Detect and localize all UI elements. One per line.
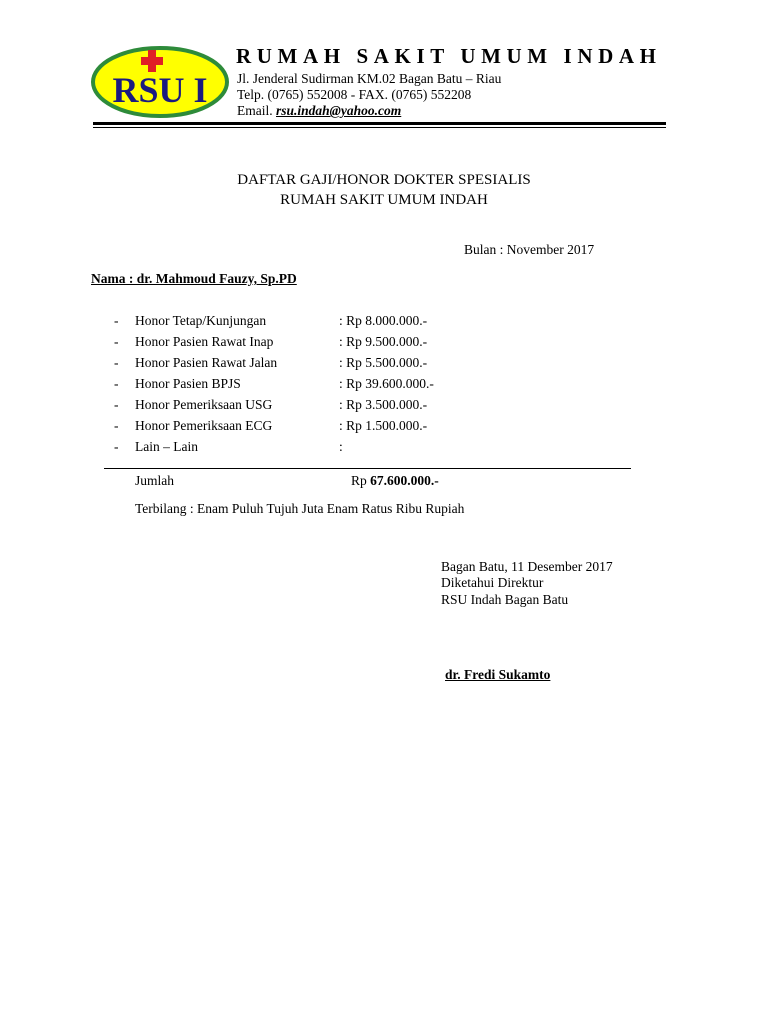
item-label: Honor Pasien Rawat Inap	[135, 334, 274, 349]
list-item	[0, 418, 768, 438]
item-label: Honor Tetap/Kunjungan	[135, 313, 267, 328]
item-amount: : Rp 39.600.000.-	[339, 376, 434, 391]
signature-institution: RSU Indah Bagan Batu	[441, 592, 569, 607]
logo-lettering: RSU I	[112, 70, 208, 110]
amount-in-words: Terbilang : Enam Puluh Tujuh Juta Enam Ratus Ribu Rupiah	[135, 501, 465, 516]
list-item	[0, 397, 768, 417]
item-bullet: -	[114, 418, 119, 433]
hospital-name: RUMAH SAKIT UMUM INDAH	[236, 44, 662, 68]
doctor-name: Nama : dr. Mahmoud Fauzy, Sp.PD	[91, 271, 297, 286]
letterhead-divider-thick	[93, 122, 666, 125]
email-label: Email.	[237, 103, 273, 118]
item-label: Honor Pasien Rawat Jalan	[135, 355, 278, 370]
item-amount: :	[339, 439, 343, 454]
item-bullet: -	[114, 313, 119, 328]
total-currency: Rp	[351, 473, 367, 488]
list-item	[0, 334, 768, 354]
hospital-phone: Telp. (0765) 552008 - FAX. (0765) 552208	[237, 87, 472, 102]
item-amount: : Rp 8.000.000.-	[339, 313, 428, 328]
item-amount: : Rp 5.500.000.-	[339, 355, 428, 370]
item-bullet: -	[114, 397, 119, 412]
rsui-logo	[90, 44, 230, 120]
item-label: Lain – Lain	[135, 439, 198, 454]
item-bullet: -	[114, 376, 119, 391]
document-title: DAFTAR GAJI/HONOR DOKTER SPESIALIS	[237, 172, 531, 188]
list-item	[0, 313, 768, 333]
document-subtitle: RUMAH SAKIT UMUM INDAH	[280, 192, 488, 208]
total-divider	[104, 468, 631, 469]
item-amount: : Rp 1.500.000.-	[339, 418, 428, 433]
item-label: Honor Pasien BPJS	[135, 376, 241, 391]
list-item	[0, 355, 768, 375]
email-link[interactable]: rsu.indah@yahoo.com	[276, 103, 402, 118]
item-label: Honor Pemeriksaan ECG	[135, 418, 273, 433]
total-value: 67.600.000.-	[370, 473, 439, 488]
item-bullet: -	[114, 439, 119, 454]
item-amount: : Rp 9.500.000.-	[339, 334, 428, 349]
list-item	[0, 376, 768, 396]
item-label: Honor Pemeriksaan USG	[135, 397, 273, 412]
item-bullet: -	[114, 355, 119, 370]
item-bullet: -	[114, 334, 119, 349]
signature-place-date: Bagan Batu, 11 Desember 2017	[441, 559, 613, 574]
list-item	[0, 439, 768, 459]
letterhead-divider-thin	[93, 127, 666, 128]
item-amount: : Rp 3.500.000.-	[339, 397, 428, 412]
signature-role: Diketahui Direktur	[441, 575, 544, 590]
signer-name: dr. Fredi Sukamto	[445, 667, 551, 682]
total-label: Jumlah	[135, 473, 174, 488]
total-amount	[351, 473, 439, 489]
hospital-address: Jl. Jenderal Sudirman KM.02 Bagan Batu – Riau	[237, 71, 502, 86]
period-month: Bulan : November 2017	[464, 242, 595, 257]
hospital-email-line	[237, 103, 401, 119]
